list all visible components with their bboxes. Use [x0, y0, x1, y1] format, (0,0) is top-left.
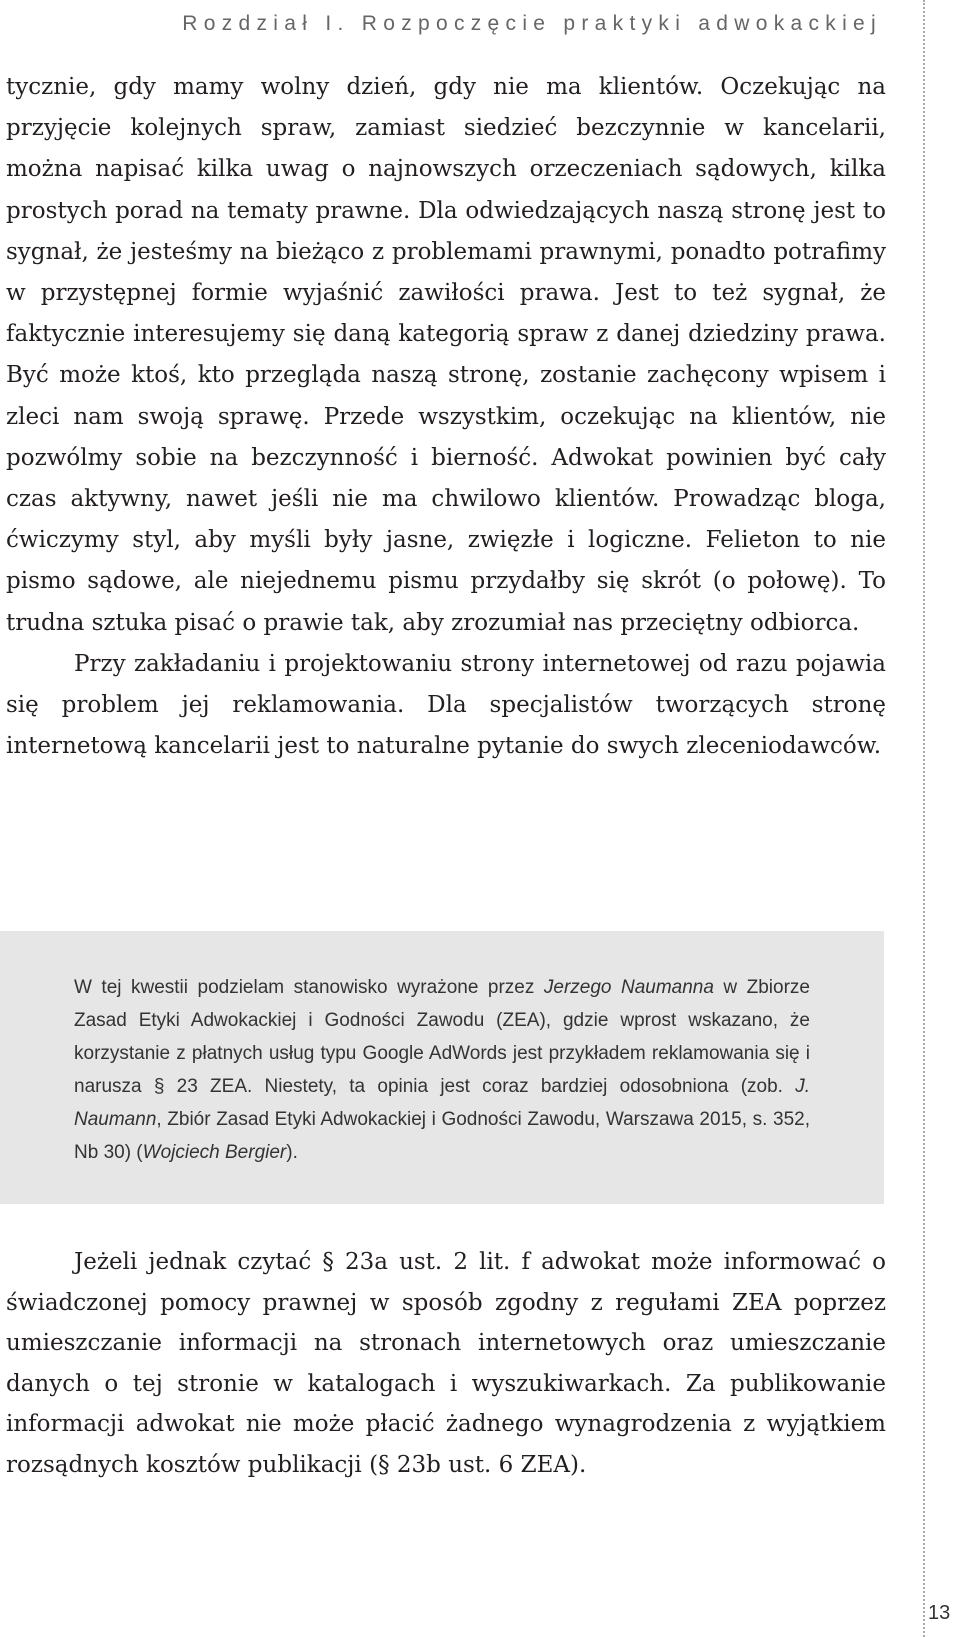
body-text-bottom: [6, 1242, 886, 1486]
commentary-text: W tej kwestii podzielam stanowisko wyrażone przez Jerzego Naumanna w Zbiorze Zasad Etyki Adwokackiej i Godności Zawodu (ZEA), gdzie wprost wskazano, że korzystanie z płatnych usług typu Google AdWords jest przykładem reklamowania się i narusza § 23 ZEA. Niestety, ta opinia jest coraz bardziej odosobniona (zob. J. Naumann, Zbiór Zasad Etyki Adwokackiej i Godności Zawodu, Warszawa 2015, s. 352, Nb 30) (Wojciech Bergier).: [74, 977, 810, 1163]
commentary-author-italic: Wojciech Bergier: [142, 1142, 287, 1163]
paragraph-1: tycznie, gdy mamy wolny dzień, gdy nie ma klientów. Oczekując na przyjęcie kolejnych spraw, zamiast siedzieć bezczynnie w kancelarii, można napisać kilka uwag o najnowszych orzeczeniach sądowych, kilka prostych porad na tematy prawne. Dla odwiedzających naszą stronę jest to sygnał, że jesteśmy na bieżąco z problemami prawnymi, ponadto potrafimy w przystępnej formie wyjaśnić zawiłości prawa. Jest to też sygnał, że faktycznie interesujemy się daną kategorią spraw z danej dziedziny prawa. Być może ktoś, kto przegląda naszą stronę, zostanie zachęcony wpisem i zleci nam swoją sprawę. Przede wszystkim, oczekując na klientów, nie pozwólmy sobie na bezczynność i bierność. Adwokat powinien być cały czas aktywny, nawet jeśli nie ma chwilowo klientów. Prowadząc bloga, ćwiczymy styl, aby myśli były jasne, zwięzłe i logiczne. Felieton to nie pismo sądowe, ale niejednemu pismu przydałby się skrót (o połowę). To trudna sztuka pisać o prawie tak, aby zrozumiał nas przeciętny odbiorca.: [6, 74, 886, 636]
running-head: Rozdział I. Rozpoczęcie praktyki adwokackiej: [182, 12, 882, 35]
body-text-top: [6, 67, 886, 767]
commentary-box: [0, 931, 884, 1204]
margin-dotted-rule: [923, 0, 925, 1637]
cited-author-italic: J. Naumann: [74, 1076, 810, 1130]
page-number: 13: [928, 1602, 951, 1624]
paragraph-3: Jeżeli jednak czytać § 23a ust. 2 lit. f adwokat może informować o świadczonej pomocy prawnej w sposób zgodny z regułami ZEA poprzez umieszczanie informacji na stronach internetowych oraz umieszczanie danych o tej stronie w katalogach i wyszukiwarkach. Za publikowanie informacji adwokat nie może płacić żadnego wynagrodzenia z wyjątkiem rozsądnych kosztów publikacji (§ 23b ust. 6 ZEA).: [6, 1249, 886, 1478]
paragraph-2: Przy zakładaniu i projektowaniu strony internetowej od razu pojawia się problem jej reklamowania. Dla specjalistów tworzących stronę internetową kancelarii jest to naturalne pytanie do swych zleceniodawców.: [6, 650, 886, 760]
author-name-italic: Jerzego Naumanna: [543, 977, 714, 998]
